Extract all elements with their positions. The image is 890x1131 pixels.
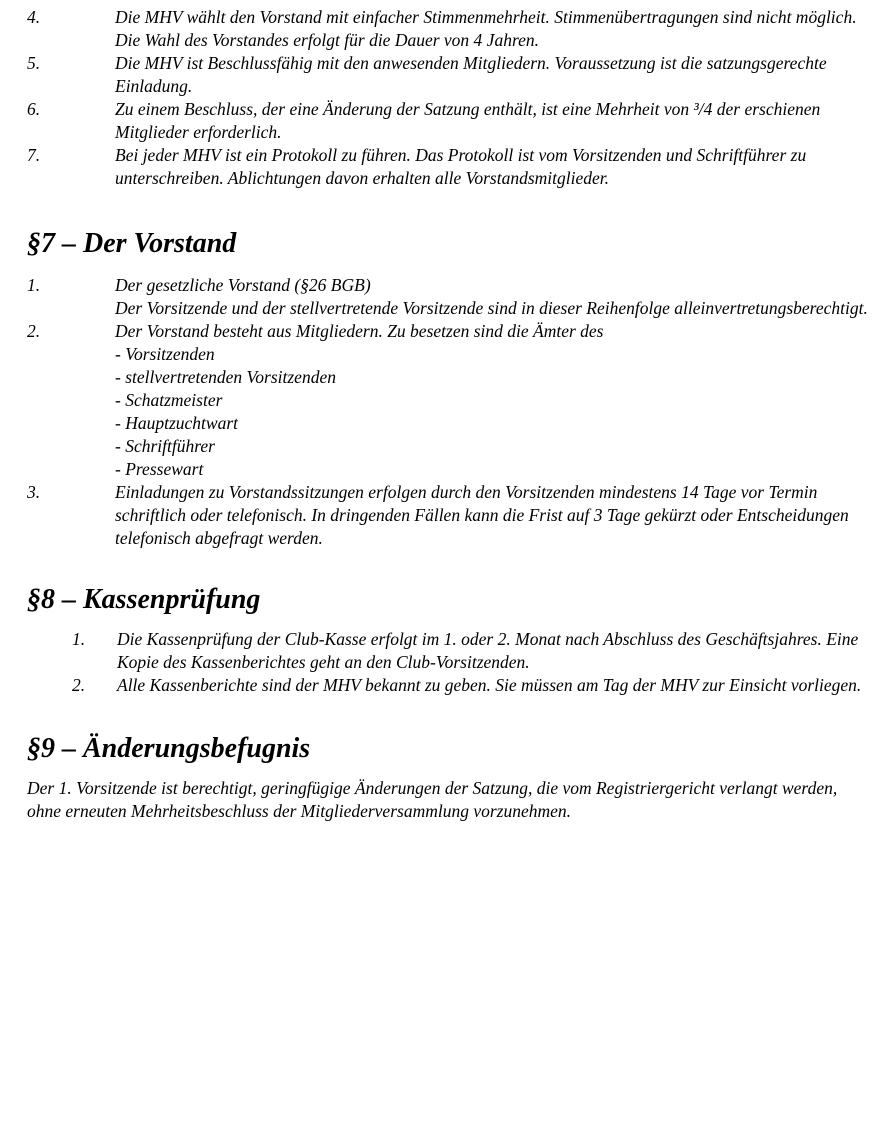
- section8-items: [27, 628, 870, 697]
- section7-items: [27, 274, 870, 550]
- item-text: Alle Kassenberichte sind der MHV bekannt zu geben. Sie müssen am Tag der MHV zur Einsicht vorliegen.: [117, 675, 862, 695]
- section8-heading: §8 – Kassenprüfung: [27, 584, 261, 615]
- list-item: [27, 674, 870, 697]
- item-text: Die MHV ist Beschlussfähig mit den anwesenden Mitgliedern. Voraussetzung ist die satzungsgerechte Einladung.: [115, 53, 827, 96]
- item-number: 7.: [27, 145, 41, 165]
- office-entry: - stellvertretenden Vorsitzenden: [115, 367, 336, 387]
- item-number: 1.: [27, 275, 41, 295]
- item-number: 2.: [72, 675, 86, 695]
- office-entry: - Schatzmeister: [115, 390, 223, 410]
- item-text: [115, 320, 870, 481]
- list-item: [27, 481, 870, 550]
- office-entry: - Vorsitzenden: [115, 344, 215, 364]
- item-number: 5.: [27, 53, 41, 73]
- section9-heading: §9 – Änderungsbefugnis: [27, 733, 311, 764]
- section6-items: [27, 6, 870, 190]
- section9-paragraph: Der 1. Vorsitzende ist berechtigt, geringfügige Änderungen der Satzung, die vom Registriergericht verlangt werden, ohne erneuten Mehrheitsbeschluss der Mitgliederversammlung vorzunehmen.: [27, 778, 838, 821]
- list-item: [27, 6, 870, 52]
- item-line: Der gesetzliche Vorstand (§26 BGB): [115, 275, 371, 295]
- item-number: 4.: [27, 7, 41, 27]
- item-text: Bei jeder MHV ist ein Protokoll zu führen. Das Protokoll ist vom Vorsitzenden und Schriftführer zu unterschreiben. Ablichtungen davon erhalten alle Vorstandsmitglieder.: [115, 145, 807, 188]
- item-number: 2.: [27, 321, 41, 341]
- item-line: Der Vorstand besteht aus Mitgliedern. Zu besetzen sind die Ämter des: [115, 321, 604, 341]
- item-text: Einladungen zu Vorstandssitzungen erfolgen durch den Vorsitzenden mindestens 14 Tage vor Termin schriftlich oder telefonisch. In dringenden Fällen kann die Frist auf 3 Tage gekürzt oder Entscheidungen telefonisch abgefragt werden.: [115, 482, 849, 548]
- item-number: 1.: [72, 629, 86, 649]
- list-item: [27, 274, 870, 320]
- list-item: [27, 320, 870, 481]
- item-text: Die MHV wählt den Vorstand mit einfacher Stimmenmehrheit. Stimmenübertragungen sind nicht möglich. Die Wahl des Vorstandes erfolgt für die Dauer von 4 Jahren.: [115, 7, 857, 50]
- item-text: [115, 274, 870, 320]
- section7-heading: §7 – Der Vorstand: [27, 228, 237, 259]
- list-item: [27, 52, 870, 98]
- item-text: Zu einem Beschluss, der eine Änderung der Satzung enthält, ist eine Mehrheit von ³/4 der erschienen Mitglieder erforderlich.: [115, 99, 821, 142]
- list-item: [27, 144, 870, 190]
- office-entry: - Schriftführer: [115, 436, 215, 456]
- list-item: [27, 98, 870, 144]
- list-item: [27, 628, 870, 674]
- item-number: 3.: [27, 482, 41, 502]
- item-text: Die Kassenprüfung der Club-Kasse erfolgt im 1. oder 2. Monat nach Abschluss des Geschäftsjahres. Eine Kopie des Kassenberichtes geht an den Club-Vorsitzenden.: [117, 629, 859, 672]
- item-number: 6.: [27, 99, 41, 119]
- office-entry: - Pressewart: [115, 459, 204, 479]
- item-line: Der Vorsitzende und der stellvertretende Vorsitzende sind in dieser Reihenfolge alleinvertretungsberechtigt.: [115, 298, 868, 318]
- office-entry: - Hauptzuchtwart: [115, 413, 238, 433]
